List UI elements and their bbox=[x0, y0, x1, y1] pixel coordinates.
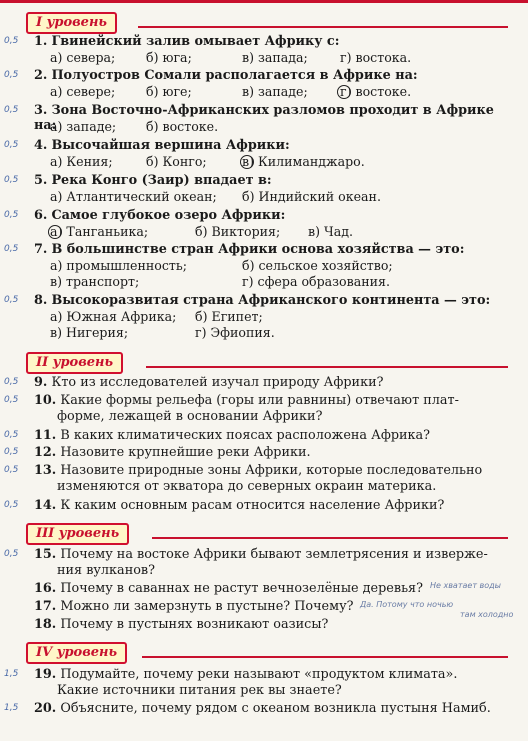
margin-mark: 1,5 bbox=[4, 703, 19, 713]
option-a[interactable]: а) западе; bbox=[50, 119, 117, 134]
option-c[interactable]: в) Килиманджаро. bbox=[242, 154, 365, 169]
margin-mark: 0,5 bbox=[4, 465, 19, 475]
question-19-line-2: Какие источники питания рек вы знаете? bbox=[57, 683, 342, 698]
option-c[interactable]: в) Чад. bbox=[308, 224, 354, 239]
question-13: 13. Назовите природные зоны Африки, которые последовательно bbox=[34, 463, 483, 478]
question-19: 19. Подумайте, почему реки называют «продуктом климата». bbox=[34, 667, 458, 682]
level-4-label: IV уровень bbox=[26, 642, 127, 664]
question-17: 17. Можно ли замерзнуть в пустыне? Почему? bbox=[34, 599, 354, 614]
top-border bbox=[0, 0, 528, 3]
question-18: 18. Почему в пустынях возникают оазисы? bbox=[34, 617, 329, 632]
option-a[interactable]: а) промышленность; bbox=[50, 258, 187, 273]
question-10-line-2: форме, лежащей в основании Африки? bbox=[57, 409, 323, 424]
question-20: 20. Объясните, почему рядом с океаном возникла пустыня Намиб. bbox=[34, 701, 491, 716]
level-3-label: III уровень bbox=[26, 523, 129, 545]
option-a[interactable]: а) Атлантический океан; bbox=[50, 189, 217, 204]
option-b[interactable]: б) сельское хозяйство; bbox=[242, 258, 393, 273]
option-c[interactable]: в) западе; bbox=[242, 84, 308, 99]
selected-answer-circle bbox=[48, 225, 62, 239]
margin-mark: 0,5 bbox=[4, 175, 19, 185]
margin-mark: 0,5 bbox=[4, 140, 19, 150]
question-15-line-2: ния вулканов? bbox=[57, 563, 155, 578]
margin-mark: 0,5 bbox=[4, 70, 19, 80]
margin-mark: 0,5 bbox=[4, 500, 19, 510]
option-a[interactable]: а) севере; bbox=[50, 84, 116, 99]
level-2-rule bbox=[146, 366, 508, 368]
question-16: 16. Почему в саваннах не растут вечнозелёные деревья? bbox=[34, 581, 423, 596]
question-13-line-2: изменяются от экватора до северных окраин материка. bbox=[57, 479, 437, 494]
option-c[interactable]: в) запада; bbox=[242, 50, 308, 65]
option-b[interactable]: б) юга; bbox=[146, 50, 192, 65]
question-1: 1. Гвинейский залив омывает Африку с: bbox=[34, 34, 340, 49]
option-d[interactable]: г) Эфиопия. bbox=[195, 325, 275, 340]
question-12: 12. Назовите крупнейшие реки Африки. bbox=[34, 445, 311, 460]
margin-mark: 0,5 bbox=[4, 105, 19, 115]
margin-mark: 0,5 bbox=[4, 36, 19, 46]
question-8: 8. Высокоразвитая страна Африканского континента — это: bbox=[34, 293, 491, 308]
option-a[interactable]: а) Южная Африка; bbox=[50, 309, 177, 324]
option-b[interactable]: б) Конго; bbox=[146, 154, 207, 169]
option-d[interactable]: г) востоке. bbox=[340, 84, 412, 99]
option-a[interactable]: а) севера; bbox=[50, 50, 116, 65]
question-4: 4. Высочайшая вершина Африки: bbox=[34, 138, 290, 153]
option-a[interactable]: а) Кения; bbox=[50, 154, 113, 169]
option-d[interactable]: г) востока. bbox=[340, 50, 412, 65]
margin-mark: 0,5 bbox=[4, 210, 19, 220]
margin-mark: 0,5 bbox=[4, 430, 19, 440]
option-c[interactable]: в) Нигерия; bbox=[50, 325, 129, 340]
margin-mark: 0,5 bbox=[4, 447, 19, 457]
handwritten-answer-16: Не хватает воды bbox=[430, 581, 501, 590]
level-2-label: II уровень bbox=[26, 352, 123, 374]
option-d[interactable]: г) сфера образования. bbox=[242, 274, 390, 289]
question-3: 3. Зона Восточно-Африканских разломов проходит в Африке на: bbox=[34, 103, 494, 134]
question-7: 7. В большинстве стран Африки основа хозяйства — это: bbox=[34, 242, 465, 257]
margin-mark: 0,5 bbox=[4, 377, 19, 387]
margin-mark: 0,5 bbox=[4, 295, 19, 305]
handwritten-answer-17: Да. Потому что ночью bbox=[360, 600, 454, 609]
option-b[interactable]: б) Виктория; bbox=[195, 224, 281, 239]
question-14: 14. К каким основным расам относится население Африки? bbox=[34, 498, 445, 513]
question-15: 15. Почему на востоке Африки бывают землетрясения и изверже- bbox=[34, 547, 488, 562]
question-5: 5. Река Конго (Заир) впадает в: bbox=[34, 173, 272, 188]
margin-mark: 0,5 bbox=[4, 395, 19, 405]
selected-answer-circle bbox=[337, 85, 351, 99]
question-9: 9. Кто из исследователей изучал природу Африки? bbox=[34, 375, 384, 390]
question-2: 2. Полуостров Сомали располагается в Африке на: bbox=[34, 68, 418, 83]
option-b[interactable]: б) востоке. bbox=[146, 119, 219, 134]
selected-answer-circle bbox=[240, 155, 254, 169]
handwritten-answer-17-cont: там холодно bbox=[460, 610, 514, 619]
margin-mark: 0,5 bbox=[4, 244, 19, 254]
level-3-rule bbox=[152, 537, 508, 539]
option-b[interactable]: б) Египет; bbox=[195, 309, 263, 324]
question-6: 6. Самое глубокое озеро Африки: bbox=[34, 208, 286, 223]
option-b[interactable]: б) юге; bbox=[146, 84, 192, 99]
option-b[interactable]: б) Индийский океан. bbox=[242, 189, 381, 204]
question-11: 11. В каких климатических поясах расположена Африка? bbox=[34, 428, 431, 443]
margin-mark: 0,5 bbox=[4, 549, 19, 559]
option-c[interactable]: в) транспорт; bbox=[50, 274, 140, 289]
option-a[interactable]: а) Танганьика; bbox=[50, 224, 149, 239]
question-10: 10. Какие формы рельефа (горы или равнины) отвечают плат- bbox=[34, 393, 459, 408]
level-1-label: I уровень bbox=[26, 12, 117, 34]
level-4-rule bbox=[142, 656, 508, 658]
level-1-rule bbox=[138, 26, 508, 28]
margin-mark: 1,5 bbox=[4, 669, 19, 679]
